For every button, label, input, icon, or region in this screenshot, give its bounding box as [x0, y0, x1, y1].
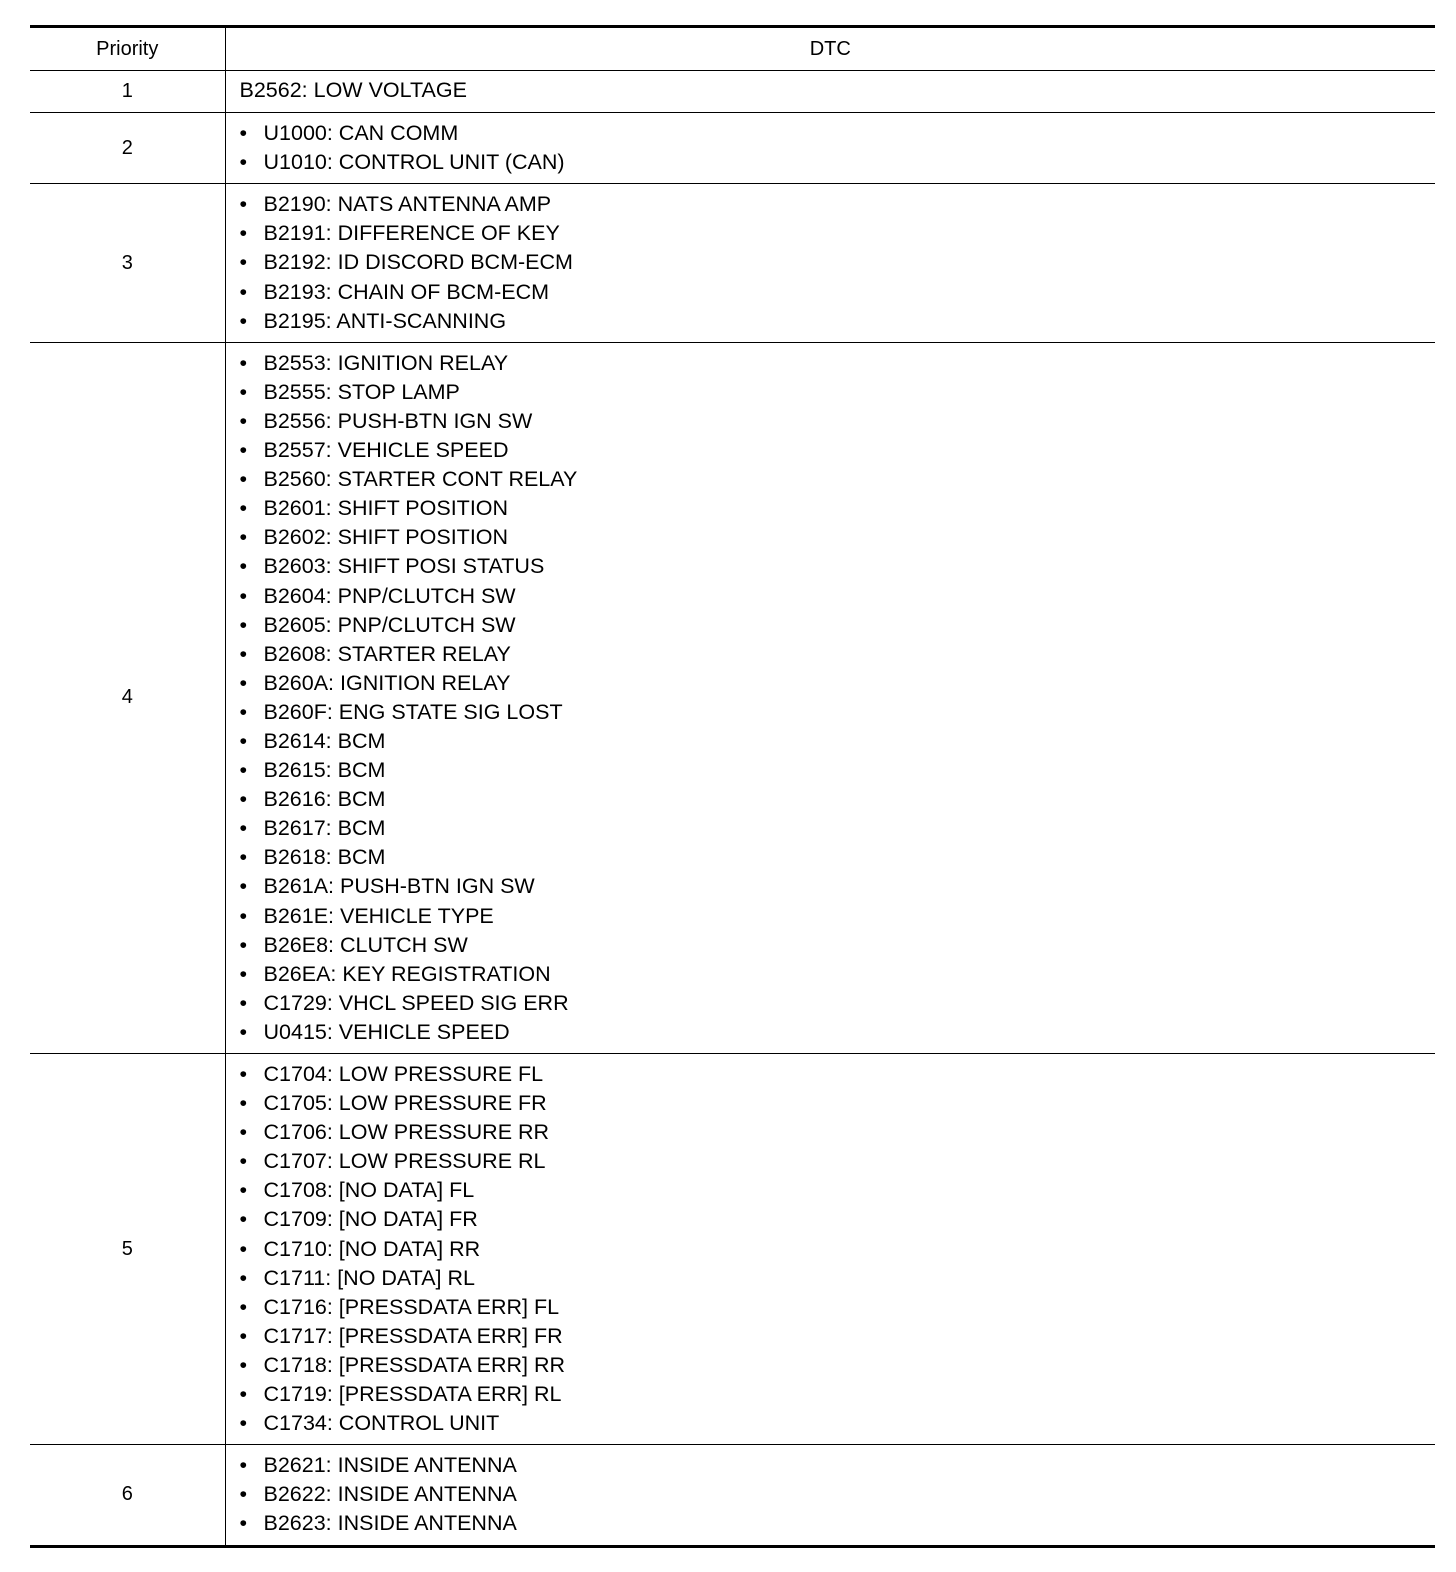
dtc-list-item: • C1719: [PRESSDATA ERR] RL	[240, 1380, 1436, 1409]
dtc-list-item: • C1706: LOW PRESSURE RR	[240, 1118, 1436, 1147]
table-row	[30, 184, 1435, 342]
dtc-list-item: • B2608: STARTER RELAY	[240, 640, 1436, 669]
dtc-list-item: • C1708: [NO DATA] FL	[240, 1176, 1436, 1205]
dtc-list-item: • C1711: [NO DATA] RL	[240, 1264, 1436, 1293]
table-header-row	[30, 27, 1435, 71]
dtc-list-item: • B26E8: CLUTCH SW	[240, 931, 1436, 960]
dtc-list-item: • B2195: ANTI-SCANNING	[240, 307, 1436, 336]
dtc-priority-table-container	[30, 25, 1435, 1548]
priority-cell: 2	[30, 113, 225, 184]
dtc-list-item: • C1704: LOW PRESSURE FL	[240, 1060, 1436, 1089]
dtc-list-item: • B2617: BCM	[240, 814, 1436, 843]
dtc-list-item: • C1734: CONTROL UNIT	[240, 1409, 1436, 1438]
dtc-cell	[225, 113, 1435, 184]
dtc-list-item: • B2190: NATS ANTENNA AMP	[240, 190, 1436, 219]
dtc-list-item: • B2621: INSIDE ANTENNA	[240, 1451, 1436, 1480]
dtc-list-item: • B260A: IGNITION RELAY	[240, 669, 1436, 698]
dtc-list-item: • B2605: PNP/CLUTCH SW	[240, 611, 1436, 640]
dtc-list-item: • U1010: CONTROL UNIT (CAN)	[240, 148, 1436, 177]
dtc-list-item: • B2603: SHIFT POSI STATUS	[240, 552, 1436, 581]
dtc-list	[240, 1451, 1436, 1538]
dtc-list	[240, 119, 1436, 177]
dtc-list-item: • C1707: LOW PRESSURE RL	[240, 1147, 1436, 1176]
dtc-list-item: • U1000: CAN COMM	[240, 119, 1436, 148]
dtc-list-item: • C1716: [PRESSDATA ERR] FL	[240, 1293, 1436, 1322]
dtc-list-item: • B2614: BCM	[240, 727, 1436, 756]
dtc-list-item: • B2193: CHAIN OF BCM-ECM	[240, 278, 1436, 307]
dtc-cell	[225, 184, 1435, 342]
table-row	[30, 71, 1435, 113]
dtc-list-item: • C1705: LOW PRESSURE FR	[240, 1089, 1436, 1118]
dtc-code-text: B2562: LOW VOLTAGE	[239, 78, 467, 102]
dtc-list-item: • B2192: ID DISCORD BCM-ECM	[240, 248, 1436, 277]
table-body	[30, 71, 1435, 1547]
dtc-list-item: • B2556: PUSH-BTN IGN SW	[240, 407, 1436, 436]
priority-cell: 1	[30, 71, 225, 113]
dtc-list-item: • B2553: IGNITION RELAY	[240, 349, 1436, 378]
dtc-list-item: • B261E: VEHICLE TYPE	[240, 902, 1436, 931]
dtc-cell	[225, 71, 1435, 113]
dtc-list-item: • B2601: SHIFT POSITION	[240, 494, 1436, 523]
dtc-cell	[225, 342, 1435, 1053]
dtc-list-item: • B2557: VEHICLE SPEED	[240, 436, 1436, 465]
dtc-list-item: • C1710: [NO DATA] RR	[240, 1235, 1436, 1264]
table-row	[30, 1445, 1435, 1546]
dtc-list-item: • C1717: [PRESSDATA ERR] FR	[240, 1322, 1436, 1351]
dtc-list-item: • B2616: BCM	[240, 785, 1436, 814]
priority-cell: 6	[30, 1445, 225, 1546]
priority-column-header: Priority	[30, 27, 225, 71]
dtc-list-item: • C1729: VHCL SPEED SIG ERR	[240, 989, 1436, 1018]
dtc-list-item: • B261A: PUSH-BTN IGN SW	[240, 872, 1436, 901]
dtc-list-item: • B26EA: KEY REGISTRATION	[240, 960, 1436, 989]
dtc-cell	[225, 1054, 1435, 1445]
dtc-list	[240, 190, 1436, 335]
dtc-list-item: • B2615: BCM	[240, 756, 1436, 785]
dtc-column-header: DTC	[225, 27, 1435, 71]
dtc-list	[240, 1060, 1436, 1438]
dtc-list-item: • B2618: BCM	[240, 843, 1436, 872]
dtc-list-item: • B2622: INSIDE ANTENNA	[240, 1480, 1436, 1509]
dtc-list-item: • B2604: PNP/CLUTCH SW	[240, 582, 1436, 611]
priority-cell: 3	[30, 184, 225, 342]
dtc-list-item: • B260F: ENG STATE SIG LOST	[240, 698, 1436, 727]
table-row	[30, 342, 1435, 1053]
priority-cell: 5	[30, 1054, 225, 1445]
dtc-list-item: • C1718: [PRESSDATA ERR] RR	[240, 1351, 1436, 1380]
dtc-cell	[225, 1445, 1435, 1546]
dtc-list	[240, 349, 1436, 1047]
dtc-list-item: • U0415: VEHICLE SPEED	[240, 1018, 1436, 1047]
dtc-list-item: • B2191: DIFFERENCE OF KEY	[240, 219, 1436, 248]
table-row	[30, 113, 1435, 184]
dtc-list-item: • B2555: STOP LAMP	[240, 378, 1436, 407]
dtc-list-item: • B2623: INSIDE ANTENNA	[240, 1509, 1436, 1538]
dtc-list-item: • B2602: SHIFT POSITION	[240, 523, 1436, 552]
table-row	[30, 1054, 1435, 1445]
dtc-list-item: • B2560: STARTER CONT RELAY	[240, 465, 1436, 494]
dtc-list-item: • C1709: [NO DATA] FR	[240, 1205, 1436, 1234]
dtc-priority-table	[30, 25, 1435, 1548]
priority-cell: 4	[30, 342, 225, 1053]
